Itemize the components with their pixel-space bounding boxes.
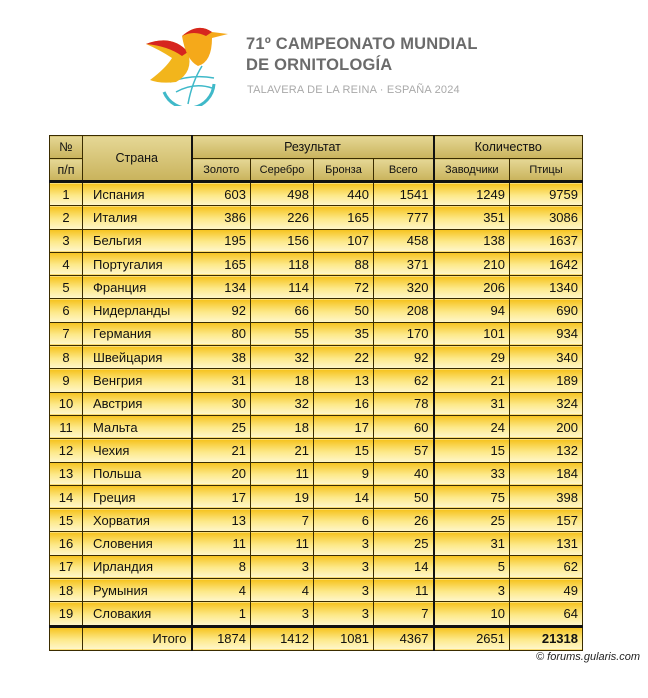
table-row xyxy=(50,602,583,626)
cell-birds: 9759 xyxy=(510,182,583,206)
cell-gold: 134 xyxy=(192,276,251,299)
total-birds: 21318 xyxy=(510,626,583,650)
cell-gold: 11 xyxy=(192,532,251,555)
cell-rank: 10 xyxy=(50,392,83,415)
cell-birds: 49 xyxy=(510,579,583,602)
cell-rank: 9 xyxy=(50,369,83,392)
championship-logo xyxy=(142,22,242,106)
cell-gold: 8 xyxy=(192,555,251,578)
cell-breeders: 21 xyxy=(434,369,510,392)
table-row xyxy=(50,462,583,485)
cell-country: Нидерланды xyxy=(83,299,192,322)
cell-bronze: 15 xyxy=(314,439,374,462)
table-row xyxy=(50,276,583,299)
cell-breeders: 138 xyxy=(434,229,510,252)
cell-country: Португалия xyxy=(83,252,192,275)
cell-rank: 11 xyxy=(50,415,83,438)
table-row xyxy=(50,415,583,438)
cell-gold: 1 xyxy=(192,602,251,626)
cell-breeders: 33 xyxy=(434,462,510,485)
cell-birds: 3086 xyxy=(510,206,583,229)
cell-breeders: 24 xyxy=(434,415,510,438)
cell-silver: 19 xyxy=(251,485,314,508)
cell-total: 26 xyxy=(374,509,434,532)
cell-breeders: 25 xyxy=(434,509,510,532)
cell-silver: 55 xyxy=(251,322,314,345)
cell-breeders: 75 xyxy=(434,485,510,508)
cell-bronze: 3 xyxy=(314,579,374,602)
cell-total: 40 xyxy=(374,462,434,485)
cell-breeders: 1249 xyxy=(434,182,510,206)
cell-total: 57 xyxy=(374,439,434,462)
cell-silver: 18 xyxy=(251,369,314,392)
cell-bronze: 3 xyxy=(314,532,374,555)
cell-gold: 165 xyxy=(192,252,251,275)
cell-breeders: 101 xyxy=(434,322,510,345)
cell-country: Словения xyxy=(83,532,192,555)
total-row xyxy=(50,626,583,650)
cell-country: Ирландия xyxy=(83,555,192,578)
header-country: Страна xyxy=(83,136,192,182)
cell-silver: 21 xyxy=(251,439,314,462)
cell-rank: 17 xyxy=(50,555,83,578)
cell-total: 1541 xyxy=(374,182,434,206)
cell-birds: 1642 xyxy=(510,252,583,275)
header-result: Результат xyxy=(192,136,434,159)
cell-gold: 4 xyxy=(192,579,251,602)
cell-silver: 11 xyxy=(251,462,314,485)
cell-breeders: 94 xyxy=(434,299,510,322)
logo-title-line2: DE ORNITOLOGÍA xyxy=(246,56,393,74)
logo-title-line1: 71º CAMPEONATO MUNDIAL xyxy=(246,35,478,53)
cell-silver: 114 xyxy=(251,276,314,299)
cell-breeders: 31 xyxy=(434,532,510,555)
cell-rank: 15 xyxy=(50,509,83,532)
header-breeders: Заводчики xyxy=(434,159,510,182)
cell-birds: 131 xyxy=(510,532,583,555)
cell-country: Австрия xyxy=(83,392,192,415)
total-breeders: 2651 xyxy=(434,626,510,650)
cell-country: Хорватия xyxy=(83,509,192,532)
cell-total: 60 xyxy=(374,415,434,438)
cell-silver: 18 xyxy=(251,415,314,438)
cell-bronze: 35 xyxy=(314,322,374,345)
results-table xyxy=(49,135,583,651)
cell-breeders: 31 xyxy=(434,392,510,415)
cell-birds: 1340 xyxy=(510,276,583,299)
cell-rank: 18 xyxy=(50,579,83,602)
cell-gold: 386 xyxy=(192,206,251,229)
cell-bronze: 13 xyxy=(314,369,374,392)
cell-bronze: 72 xyxy=(314,276,374,299)
cell-gold: 17 xyxy=(192,485,251,508)
cell-total: 777 xyxy=(374,206,434,229)
table-row xyxy=(50,229,583,252)
cell-breeders: 5 xyxy=(434,555,510,578)
cell-country: Румыния xyxy=(83,579,192,602)
header-num: № xyxy=(50,136,83,159)
cell-gold: 20 xyxy=(192,462,251,485)
cell-birds: 934 xyxy=(510,322,583,345)
header-gold: Золото xyxy=(192,159,251,182)
cell-breeders: 29 xyxy=(434,346,510,369)
table-row xyxy=(50,509,583,532)
cell-breeders: 15 xyxy=(434,439,510,462)
cell-breeders: 206 xyxy=(434,276,510,299)
cell-birds: 398 xyxy=(510,485,583,508)
header-silver: Серебро xyxy=(251,159,314,182)
cell-birds: 64 xyxy=(510,602,583,626)
cell-bronze: 14 xyxy=(314,485,374,508)
cell-rank: 5 xyxy=(50,276,83,299)
table-row xyxy=(50,369,583,392)
cell-birds: 157 xyxy=(510,509,583,532)
cell-birds: 340 xyxy=(510,346,583,369)
cell-country: Италия xyxy=(83,206,192,229)
cell-rank: 14 xyxy=(50,485,83,508)
header-total: Всего xyxy=(374,159,434,182)
table-row xyxy=(50,555,583,578)
cell-bronze: 3 xyxy=(314,602,374,626)
cell-birds: 1637 xyxy=(510,229,583,252)
cell-gold: 195 xyxy=(192,229,251,252)
header-quantity: Количество xyxy=(434,136,583,159)
cell-gold: 13 xyxy=(192,509,251,532)
header-bronze: Бронза xyxy=(314,159,374,182)
cell-silver: 156 xyxy=(251,229,314,252)
header-num-sub: п/п xyxy=(50,159,83,182)
cell-silver: 3 xyxy=(251,555,314,578)
cell-birds: 184 xyxy=(510,462,583,485)
total-bronze: 1081 xyxy=(314,626,374,650)
table-row xyxy=(50,439,583,462)
cell-bronze: 17 xyxy=(314,415,374,438)
cell-gold: 603 xyxy=(192,182,251,206)
table-row xyxy=(50,346,583,369)
cell-bronze: 165 xyxy=(314,206,374,229)
cell-gold: 30 xyxy=(192,392,251,415)
cell-rank: 13 xyxy=(50,462,83,485)
cell-silver: 11 xyxy=(251,532,314,555)
cell-bronze: 88 xyxy=(314,252,374,275)
cell-silver: 498 xyxy=(251,182,314,206)
table-row xyxy=(50,579,583,602)
cell-silver: 4 xyxy=(251,579,314,602)
cell-total: 170 xyxy=(374,322,434,345)
cell-country: Венгрия xyxy=(83,369,192,392)
cell-bronze: 6 xyxy=(314,509,374,532)
cell-total: 7 xyxy=(374,602,434,626)
cell-country: Швейцария xyxy=(83,346,192,369)
cell-rank: 3 xyxy=(50,229,83,252)
cell-silver: 32 xyxy=(251,392,314,415)
cell-rank: 1 xyxy=(50,182,83,206)
cell-breeders: 10 xyxy=(434,602,510,626)
cell-rank: 6 xyxy=(50,299,83,322)
cell-silver: 66 xyxy=(251,299,314,322)
cell-total: 62 xyxy=(374,369,434,392)
cell-bronze: 50 xyxy=(314,299,374,322)
cell-country: Чехия xyxy=(83,439,192,462)
cell-birds: 324 xyxy=(510,392,583,415)
cell-gold: 38 xyxy=(192,346,251,369)
cell-country: Германия xyxy=(83,322,192,345)
cell-birds: 132 xyxy=(510,439,583,462)
cell-bronze: 107 xyxy=(314,229,374,252)
logo-title xyxy=(246,34,478,76)
logo-subtitle: TALAVERA DE LA REINA · ESPAÑA 2024 xyxy=(247,84,460,96)
total-empty xyxy=(50,626,83,650)
table-row xyxy=(50,392,583,415)
total-silver: 1412 xyxy=(251,626,314,650)
cell-gold: 21 xyxy=(192,439,251,462)
cell-total: 208 xyxy=(374,299,434,322)
total-label: Итого xyxy=(83,626,192,650)
cell-total: 25 xyxy=(374,532,434,555)
cell-total: 78 xyxy=(374,392,434,415)
cell-birds: 200 xyxy=(510,415,583,438)
cell-country: Польша xyxy=(83,462,192,485)
cell-rank: 12 xyxy=(50,439,83,462)
cell-total: 50 xyxy=(374,485,434,508)
table-row xyxy=(50,182,583,206)
cell-rank: 7 xyxy=(50,322,83,345)
cell-gold: 80 xyxy=(192,322,251,345)
cell-bronze: 16 xyxy=(314,392,374,415)
cell-gold: 92 xyxy=(192,299,251,322)
cell-country: Испания xyxy=(83,182,192,206)
cell-birds: 189 xyxy=(510,369,583,392)
cell-total: 320 xyxy=(374,276,434,299)
table-row xyxy=(50,485,583,508)
table-row xyxy=(50,322,583,345)
cell-bronze: 3 xyxy=(314,555,374,578)
cell-rank: 8 xyxy=(50,346,83,369)
cell-bronze: 22 xyxy=(314,346,374,369)
cell-silver: 3 xyxy=(251,602,314,626)
cell-total: 92 xyxy=(374,346,434,369)
cell-total: 14 xyxy=(374,555,434,578)
cell-breeders: 3 xyxy=(434,579,510,602)
cell-silver: 32 xyxy=(251,346,314,369)
copyright-credit: © forums.gularis.com xyxy=(536,651,641,663)
cell-bronze: 9 xyxy=(314,462,374,485)
table-row xyxy=(50,532,583,555)
table-row xyxy=(50,252,583,275)
cell-birds: 690 xyxy=(510,299,583,322)
total-gold: 1874 xyxy=(192,626,251,650)
cell-breeders: 210 xyxy=(434,252,510,275)
cell-total: 371 xyxy=(374,252,434,275)
cell-total: 458 xyxy=(374,229,434,252)
cell-country: Франция xyxy=(83,276,192,299)
cell-silver: 118 xyxy=(251,252,314,275)
cell-silver: 226 xyxy=(251,206,314,229)
table-row xyxy=(50,299,583,322)
cell-total: 11 xyxy=(374,579,434,602)
cell-gold: 31 xyxy=(192,369,251,392)
cell-rank: 4 xyxy=(50,252,83,275)
header-birds: Птицы xyxy=(510,159,583,182)
cell-country: Греция xyxy=(83,485,192,508)
cell-gold: 25 xyxy=(192,415,251,438)
cell-country: Словакия xyxy=(83,602,192,626)
cell-silver: 7 xyxy=(251,509,314,532)
cell-rank: 16 xyxy=(50,532,83,555)
cell-breeders: 351 xyxy=(434,206,510,229)
cell-country: Мальта xyxy=(83,415,192,438)
cell-birds: 62 xyxy=(510,555,583,578)
cell-bronze: 440 xyxy=(314,182,374,206)
cell-rank: 19 xyxy=(50,602,83,626)
cell-country: Бельгия xyxy=(83,229,192,252)
table-row xyxy=(50,206,583,229)
total-total: 4367 xyxy=(374,626,434,650)
cell-rank: 2 xyxy=(50,206,83,229)
